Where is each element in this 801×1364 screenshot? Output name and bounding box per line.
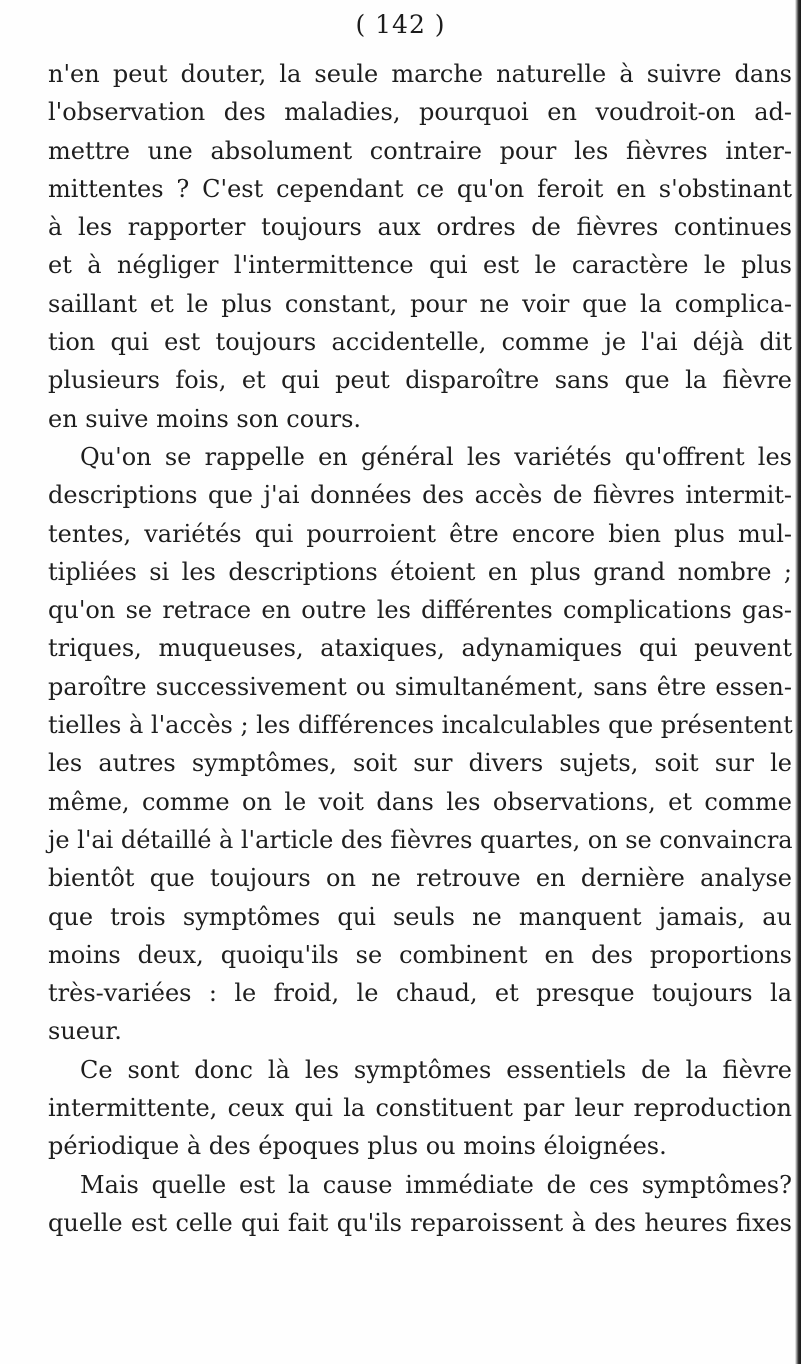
text-line: paroître successivement ou simultanément, sans être essen-: [48, 672, 792, 701]
text-line: en suive moins son cours.: [48, 404, 362, 433]
text-line: bientôt que toujours on ne retrouve en dernière analyse: [48, 864, 792, 893]
text-line: très-variées : le froid, le chaud, et presque toujours la: [48, 979, 792, 1008]
text-line: tielles à l'accès ; les différences incalculables que présentent: [48, 711, 793, 740]
text-line: triques, muqueuses, ataxiques, adynamiques qui peuvent: [48, 634, 792, 663]
text-line: intermittente, ceux qui la constituent par leur reproduction: [48, 1094, 792, 1123]
text-line: tentes, variétés qui pourroient être encore bien plus mul-: [48, 519, 792, 548]
text-line: même, comme on le voit dans les observations, et comme: [48, 787, 792, 816]
text-line: Mais quelle est la cause immédiate de ces symptômes?: [80, 1170, 792, 1199]
page-number: ( 142 ): [355, 10, 446, 39]
text-line: mettre une absolument contraire pour les fièvres inter-: [48, 136, 792, 165]
text-line: l'observation des maladies, pourquoi en voudroit-on ad-: [48, 98, 792, 127]
text-line: les autres symptômes, soit sur divers sujets, soit sur le: [48, 749, 792, 778]
text-line: n'en peut douter, la seule marche naturelle à suivre dans: [48, 60, 792, 88]
text-line: saillant et le plus constant, pour ne voir que la complica-: [48, 289, 792, 318]
text-line: plusieurs fois, et qui peut disparoître sans que la fièvre: [48, 366, 792, 395]
text-line: tion qui est toujours accidentelle, comme je l'ai déjà dit: [48, 328, 792, 357]
text-line: mittentes ? C'est cependant ce qu'on feroit en s'obstinant: [48, 174, 792, 203]
text-line: descriptions que j'ai données des accès de fièvres intermit-: [48, 481, 792, 510]
text-line: à les rapporter toujours aux ordres de fièvres continues: [48, 213, 792, 242]
text-line: tipliées si les descriptions étoient en plus grand nombre ;: [48, 557, 792, 586]
text-line: je l'ai détaillé à l'article des fièvres quartes, on se convaincra: [48, 825, 793, 854]
text-line: moins deux, quoiqu'ils se combinent en des proportions: [48, 940, 792, 969]
text-line: périodique à des époques plus ou moins éloignées.: [48, 1132, 667, 1161]
text-line: Qu'on se rappelle en général les variétés qu'offrent les: [80, 442, 792, 471]
body-text: [48, 55, 792, 1242]
text-line: et à négliger l'intermittence qui est le caractère le plus: [48, 251, 792, 280]
text-line: Ce sont donc là les symptômes essentiels de la fièvre: [80, 1055, 792, 1084]
page-edge: [795, 0, 801, 1364]
text-line: quelle est celle qui fait qu'ils reparoissent à des heures fixes: [48, 1208, 792, 1237]
text-line: qu'on se retrace en outre les différentes complications gas-: [48, 596, 792, 625]
text-line: que trois symptômes qui seuls ne manquent jamais, au: [48, 902, 792, 931]
text-line: sueur.: [48, 1017, 122, 1046]
